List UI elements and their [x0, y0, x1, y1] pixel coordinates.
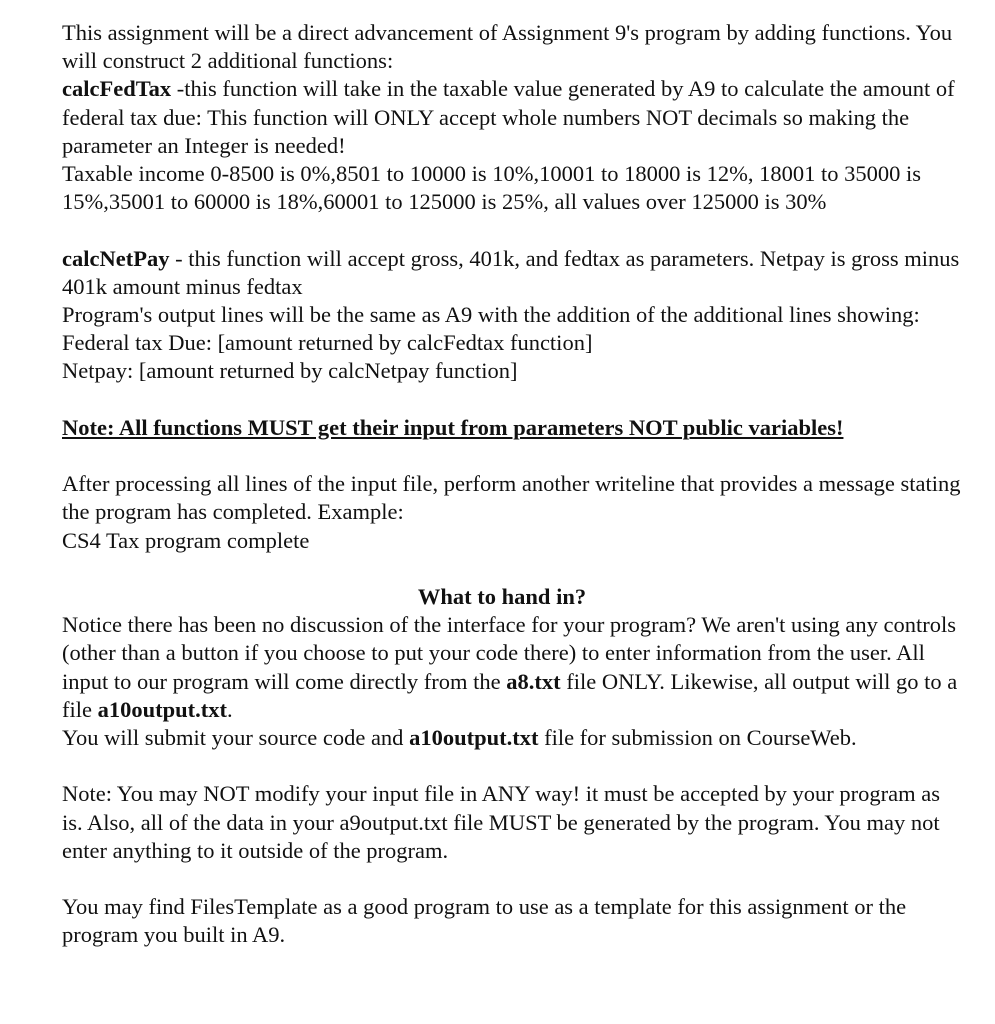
parameters-note: Note: All functions MUST get their input from parameters NOT public variables!: [62, 414, 844, 440]
interface-text-part3: .: [227, 696, 233, 722]
interface-text-part1: Notice there has been no discussion of the interface for your program? We aren't using any controls (other than a button if you choose to put your code there) to enter information from the user. All input to our program will come directly from the: [62, 612, 957, 694]
submission-file-name: a10output.txt: [409, 725, 539, 751]
spacer: [62, 555, 962, 583]
spacer: [62, 386, 962, 414]
output-line-federal-tax: Federal tax Due: [amount returned by calcFedtax function]: [62, 330, 593, 356]
spacer: [62, 216, 962, 244]
output-line-netpay: Netpay: [amount returned by calcNetpay function]: [62, 358, 518, 384]
input-file-name: a8.txt: [506, 668, 561, 694]
submission-text-part2: file for submission on CourseWeb.: [538, 725, 857, 751]
intro-paragraph: This assignment will be a direct advancement of Assignment 9's program by adding functions. You will construct 2 additional functions:: [62, 20, 953, 74]
modify-note-paragraph: Note: You may NOT modify your input file in ANY way! it must be accepted by your program as is. Also, all of the data in your a9output.txt file MUST be generated by the program. You may not enter anything to it outside of the program.: [62, 781, 940, 863]
calcnetpay-description: - this function will accept gross, 401k, and fedtax as parameters. Netpay is gross minus 401k amount minus fedtax: [62, 245, 960, 299]
interface-text-part2: file ONLY. Likewise, all output will go to a file: [62, 668, 958, 722]
calcfedtax-description: -this function will take in the taxable value generated by A9 to calculate the amount of federal tax due: This function will ONLY accept whole numbers NOT decimals so making the parameter an Integer is needed!: [62, 76, 955, 158]
spacer: [62, 442, 962, 470]
spacer: [62, 752, 962, 780]
tax-brackets-paragraph: Taxable income 0-8500 is 0%,8501 to 10000 is 10%,10001 to 18000 is 12%, 18001 to 35000 is 15%,35001 to 60000 is 18%,60001 to 125000 is 25%, all values over 125000 is 30%: [62, 161, 921, 215]
calcfedtax-paragraph: [62, 75, 962, 160]
template-tip-paragraph: You may find FilesTemplate as a good program to use as a template for this assignment or the program you built in A9.: [62, 894, 907, 948]
submission-paragraph: [62, 724, 962, 752]
assignment-document: [62, 19, 962, 950]
calcnetpay-paragraph: [62, 245, 962, 301]
spacer: [62, 865, 962, 893]
output-file-name: a10output.txt: [97, 696, 227, 722]
completion-example: CS4 Tax program complete: [62, 527, 310, 553]
hand-in-heading: What to hand in?: [417, 584, 587, 609]
calcfedtax-name: calcFedTax: [62, 76, 172, 102]
submission-text-part1: You will submit your source code and: [62, 725, 410, 751]
interface-paragraph: [62, 611, 962, 724]
output-intro-paragraph: Program's output lines will be the same as A9 with the addition of the additional lines showing:: [62, 302, 920, 328]
calcnetpay-name: calcNetPay: [62, 245, 170, 271]
completion-paragraph: After processing all lines of the input file, perform another writeline that provides a message stating the program has completed. Example:: [62, 471, 961, 525]
